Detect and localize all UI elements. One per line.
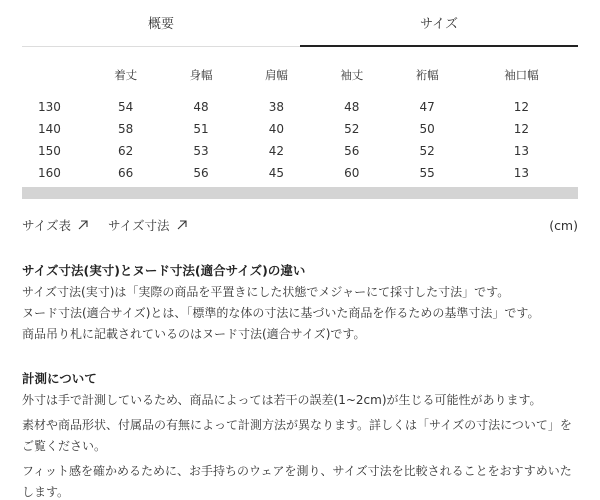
table-cell: 51 [193,122,209,136]
table-header-row [22,64,578,96]
unit-label: (cm) [549,218,578,233]
section-text: 商品吊り札に記載されているのはヌード寸法(適合サイズ)です。 [22,327,366,341]
section-text: ヌード寸法(適合サイズ)とは、「標準的な体の寸法に基づいた商品を作るための基準寸法」です。 [22,306,540,320]
size-label-cell: 140 [38,122,61,136]
tab-size[interactable]: サイズ [300,0,578,46]
table-cell: 47 [419,100,435,114]
table-cell: 56 [193,166,209,180]
table-header-cell: 着丈 [114,68,138,82]
size-chart-link[interactable] [22,216,89,234]
table-cell: 48 [344,100,360,114]
section-text: 素材や商品形状、付属品の有無によって計測方法が異なります。詳しくは「サイズの寸法について」をご覧ください。 [22,418,572,453]
table-row [22,96,578,118]
table-header-cell: 袖口幅 [504,68,539,82]
table-cell: 53 [193,144,209,158]
size-measure-link-label: サイズ寸法 [108,218,170,233]
table-cell: 12 [513,100,530,114]
tab-bar [22,0,578,47]
table-row [22,118,578,140]
horizontal-scrollbar[interactable] [22,187,578,199]
arrow-up-right-icon [77,219,89,231]
size-difference-section [22,260,578,345]
table-cell: 45 [268,166,285,180]
table-cell: 66 [118,166,134,180]
table-cell: 58 [118,122,134,136]
table-row [22,162,578,184]
table-cell: 52 [419,144,435,158]
table-cell: 55 [419,166,435,180]
arrow-up-right-icon [176,219,188,231]
table-cell: 13 [513,166,530,180]
table-cell: 13 [513,144,530,158]
section-text: フィット感を確かめるために、お手持ちのウェアを測り、サイズ寸法を比較されることをおすすめいたします。 [22,464,572,499]
section-heading: サイズ寸法(実寸)とヌード寸法(適合サイズ)の違い [22,263,306,278]
size-measure-link[interactable] [108,216,188,234]
size-label-cell: 150 [38,144,61,158]
table-cell: 42 [268,144,285,158]
table-cell: 38 [268,100,285,114]
size-chart-link-label: サイズ表 [22,218,72,233]
tab-overview[interactable]: 概要 [147,17,174,32]
table-cell: 52 [344,122,360,136]
table-cell: 60 [344,166,360,180]
table-header-cell [22,64,88,96]
measurement-section [22,368,578,500]
size-label-cell: 130 [38,100,61,114]
table-cell: 12 [513,122,530,136]
section-text: サイズ寸法(実寸)は「実際の商品を平置きにした状態でメジャーにて採寸した寸法」です。 [22,285,510,299]
table-header-cell: 袖丈 [340,68,364,82]
table-row [22,140,578,162]
table-header-cell: 肩幅 [264,68,288,82]
table-cell: 40 [268,122,285,136]
table-cell: 50 [419,122,435,136]
table-cell: 48 [193,100,209,114]
size-table [22,64,578,184]
table-cell: 56 [344,144,360,158]
size-label-cell: 160 [38,166,61,180]
table-cell: 62 [118,144,134,158]
section-text: 外寸は手で計測しているため、商品によっては若干の誤差(1~2cm)が生じる可能性があります。 [22,393,542,407]
table-cell: 54 [118,100,134,114]
section-heading: 計測について [22,371,97,386]
size-links-row [22,216,578,236]
table-header-cell: 身幅 [189,68,213,82]
table-header-cell: 裄幅 [415,68,439,82]
